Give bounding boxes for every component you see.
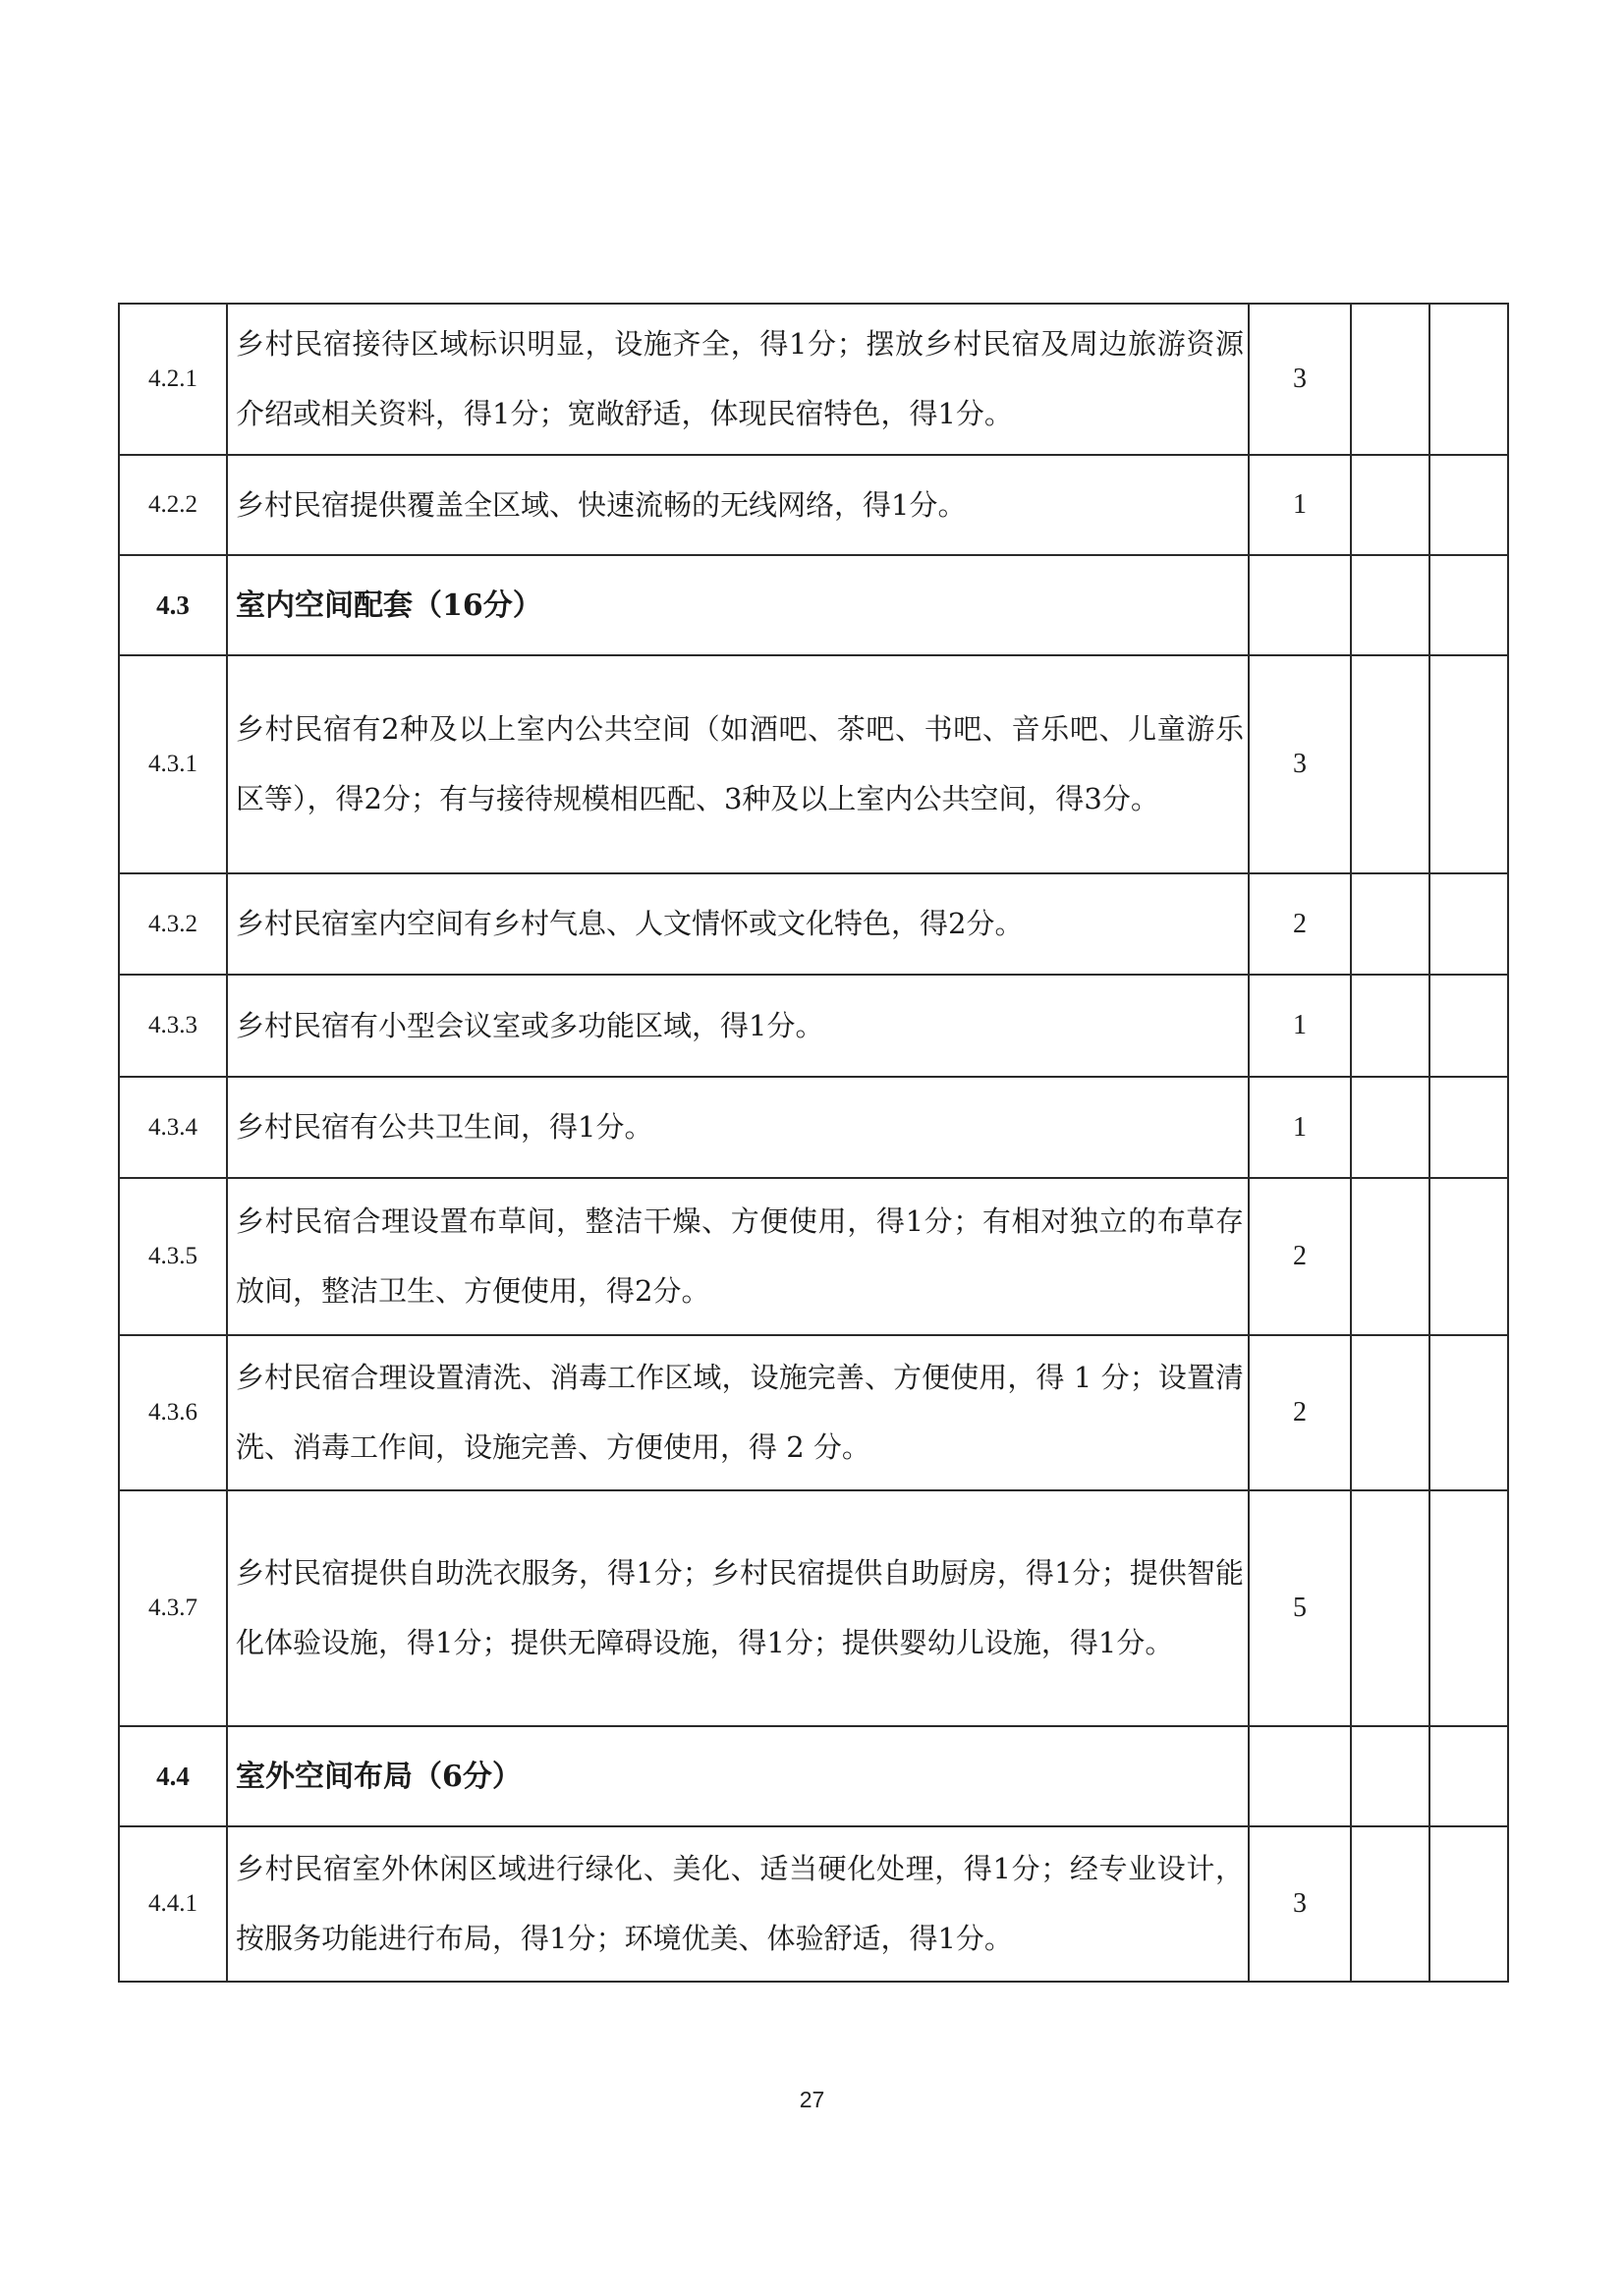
item-score: 3 [1249,655,1351,873]
item-code: 4.3.5 [119,1178,227,1335]
blank-cell [1351,1490,1429,1726]
blank-cell [1429,1726,1508,1826]
item-description: 乡村民宿有小型会议室或多功能区域，得1分。 [227,975,1249,1077]
blank-cell [1429,975,1508,1077]
item-code: 4.2.1 [119,304,227,455]
section-title: 室内空间配套（16分） [227,555,1249,655]
section-row [119,1726,1508,1826]
blank-cell [1429,655,1508,873]
blank-cell [1429,455,1508,555]
blank-cell [1429,1335,1508,1490]
scoring-table [118,303,1509,1983]
item-description: 乡村民宿有2种及以上室内公共空间（如酒吧、茶吧、书吧、音乐吧、儿童游乐区等），得2分；有与接待规模相匹配、3种及以上室内公共空间，得3分。 [227,655,1249,873]
table-row [119,304,1508,455]
item-code: 4.3.1 [119,655,227,873]
blank-cell [1351,1726,1429,1826]
item-code: 4.4.1 [119,1826,227,1982]
item-description: 乡村民宿提供覆盖全区域、快速流畅的无线网络，得1分。 [227,455,1249,555]
item-score: 3 [1249,304,1351,455]
table-row [119,975,1508,1077]
item-description: 乡村民宿提供自助洗衣服务，得1分；乡村民宿提供自助厨房，得1分；提供智能化体验设施，得1分；提供无障碍设施，得1分；提供婴幼儿设施，得1分。 [227,1490,1249,1726]
table-row [119,1077,1508,1178]
blank-cell [1429,1077,1508,1178]
section-row [119,555,1508,655]
blank-cell [1351,555,1429,655]
blank-cell [1429,873,1508,975]
blank-cell [1351,1178,1429,1335]
item-score: 3 [1249,1826,1351,1982]
section-code: 4.3 [119,555,227,655]
blank-cell [1351,975,1429,1077]
item-description: 乡村民宿合理设置布草间，整洁干燥、方便使用，得1分；有相对独立的布草存放间，整洁卫生、方便使用，得2分。 [227,1178,1249,1335]
table-row [119,655,1508,873]
blank-cell [1351,1077,1429,1178]
section-score [1249,555,1351,655]
blank-cell [1429,304,1508,455]
item-description: 乡村民宿合理设置清洗、消毒工作区域，设施完善、方便使用，得 1 分；设置清洗、消毒工作间，设施完善、方便使用，得 2 分。 [227,1335,1249,1490]
section-score [1249,1726,1351,1826]
item-code: 4.2.2 [119,455,227,555]
item-code: 4.3.4 [119,1077,227,1178]
item-code: 4.3.7 [119,1490,227,1726]
item-code: 4.3.3 [119,975,227,1077]
section-title: 室外空间布局（6分） [227,1726,1249,1826]
item-description: 乡村民宿室外休闲区域进行绿化、美化、适当硬化处理，得1分；经专业设计，按服务功能进行布局，得1分；环境优美、体验舒适，得1分。 [227,1826,1249,1982]
item-description: 乡村民宿室内空间有乡村气息、人文情怀或文化特色，得2分。 [227,873,1249,975]
item-score: 2 [1249,1178,1351,1335]
table-row [119,1826,1508,1982]
item-description: 乡村民宿接待区域标识明显，设施齐全，得1分；摆放乡村民宿及周边旅游资源介绍或相关资料，得1分；宽敞舒适，体现民宿特色，得1分。 [227,304,1249,455]
blank-cell [1351,1335,1429,1490]
blank-cell [1351,873,1429,975]
item-score: 2 [1249,873,1351,975]
blank-cell [1429,1178,1508,1335]
blank-cell [1351,304,1429,455]
item-score: 5 [1249,1490,1351,1726]
blank-cell [1429,1826,1508,1982]
blank-cell [1351,655,1429,873]
blank-cell [1429,555,1508,655]
page-number: 27 [799,2087,825,2112]
item-score: 1 [1249,455,1351,555]
blank-cell [1351,1826,1429,1982]
table-row [119,1490,1508,1726]
blank-cell [1429,1490,1508,1726]
table-row [119,455,1508,555]
section-code: 4.4 [119,1726,227,1826]
item-score: 1 [1249,1077,1351,1178]
table-row [119,1178,1508,1335]
table-row [119,873,1508,975]
blank-cell [1351,455,1429,555]
item-code: 4.3.6 [119,1335,227,1490]
item-code: 4.3.2 [119,873,227,975]
table-row [119,1335,1508,1490]
item-score: 2 [1249,1335,1351,1490]
item-description: 乡村民宿有公共卫生间，得1分。 [227,1077,1249,1178]
item-score: 1 [1249,975,1351,1077]
